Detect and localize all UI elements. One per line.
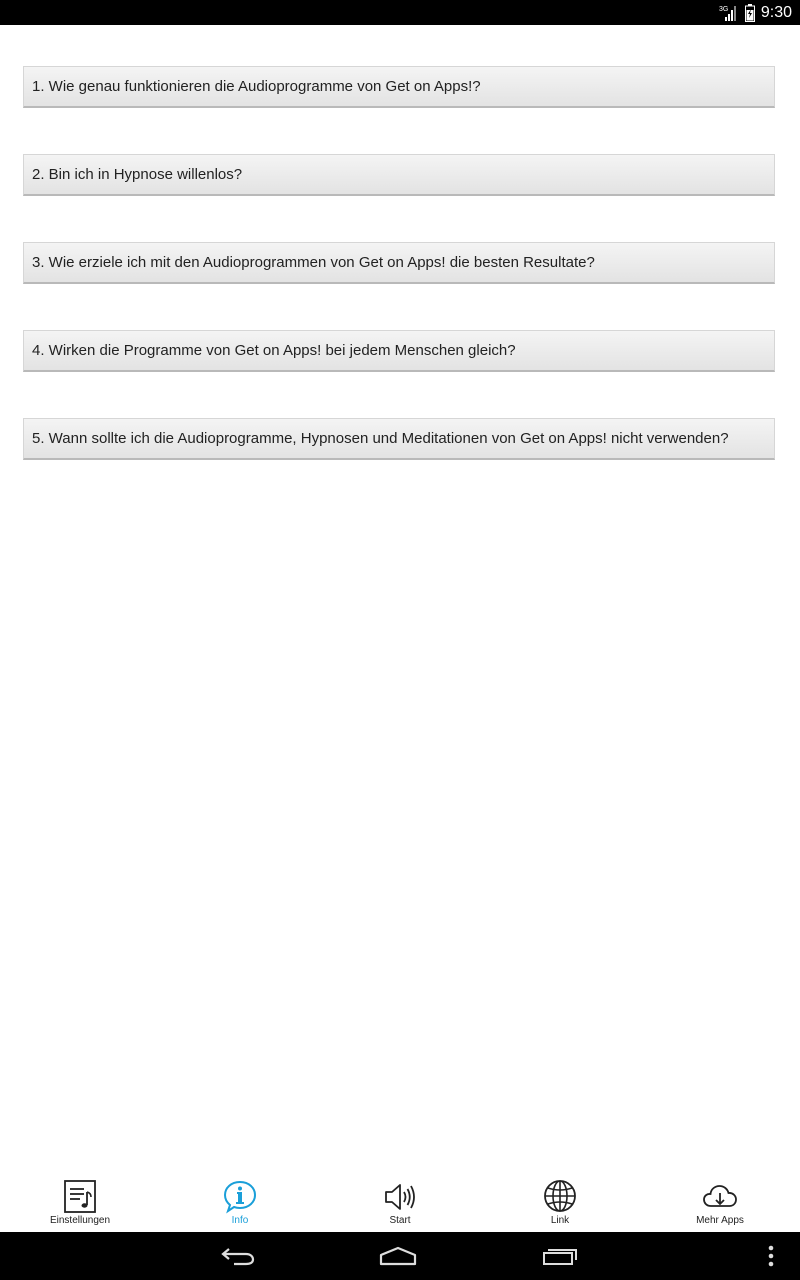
back-icon bbox=[220, 1245, 256, 1267]
back-button[interactable] bbox=[210, 1232, 266, 1280]
tab-start[interactable] bbox=[320, 1172, 480, 1232]
faq-item-1[interactable]: 1. Wie genau funktionieren die Audioprogramme von Get on Apps!? bbox=[23, 66, 775, 108]
cloud-download-icon bbox=[702, 1180, 738, 1214]
tab-link[interactable] bbox=[480, 1172, 640, 1232]
speaker-icon bbox=[382, 1180, 418, 1214]
system-nav-bar bbox=[0, 1232, 800, 1280]
tab-info[interactable] bbox=[160, 1172, 320, 1232]
home-button[interactable] bbox=[370, 1232, 426, 1280]
settings-list-icon bbox=[62, 1180, 98, 1214]
signal-icon bbox=[719, 4, 739, 22]
faq-item-3[interactable]: 3. Wie erziele ich mit den Audioprogrammen von Get on Apps! die besten Resultate? bbox=[23, 242, 775, 284]
network-type: 3G bbox=[718, 5, 729, 13]
status-bar bbox=[0, 0, 800, 25]
recents-icon bbox=[542, 1246, 578, 1266]
tab-label-einstellungen: Einstellungen bbox=[49, 1215, 111, 1226]
tab-einstellungen[interactable] bbox=[0, 1172, 160, 1232]
status-icons bbox=[719, 0, 792, 25]
status-time: 9:30 bbox=[760, 3, 792, 21]
tab-label-mehr-apps: Mehr Apps bbox=[696, 1215, 744, 1226]
faq-item-4[interactable]: 4. Wirken die Programme von Get on Apps! bei jedem Menschen gleich? bbox=[23, 330, 775, 372]
faq-item-5[interactable]: 5. Wann sollte ich die Audioprogramme, Hypnosen und Meditationen von Get on Apps! nicht verwenden? bbox=[23, 418, 775, 460]
battery-icon bbox=[745, 4, 755, 22]
overflow-menu-icon bbox=[767, 1244, 775, 1268]
recents-button[interactable] bbox=[532, 1232, 588, 1280]
tab-label-link: Link bbox=[550, 1215, 570, 1226]
faq-list bbox=[23, 66, 775, 506]
overflow-menu-button[interactable] bbox=[756, 1232, 786, 1280]
globe-icon bbox=[542, 1180, 578, 1214]
home-icon bbox=[379, 1246, 417, 1266]
faq-item-2[interactable]: 2. Bin ich in Hypnose willenlos? bbox=[23, 154, 775, 196]
tab-mehr-apps[interactable] bbox=[640, 1172, 800, 1232]
info-icon bbox=[222, 1180, 258, 1214]
bottom-tab-bar bbox=[0, 1172, 800, 1232]
tab-label-info: Info bbox=[231, 1215, 249, 1226]
tab-label-start: Start bbox=[389, 1215, 411, 1226]
